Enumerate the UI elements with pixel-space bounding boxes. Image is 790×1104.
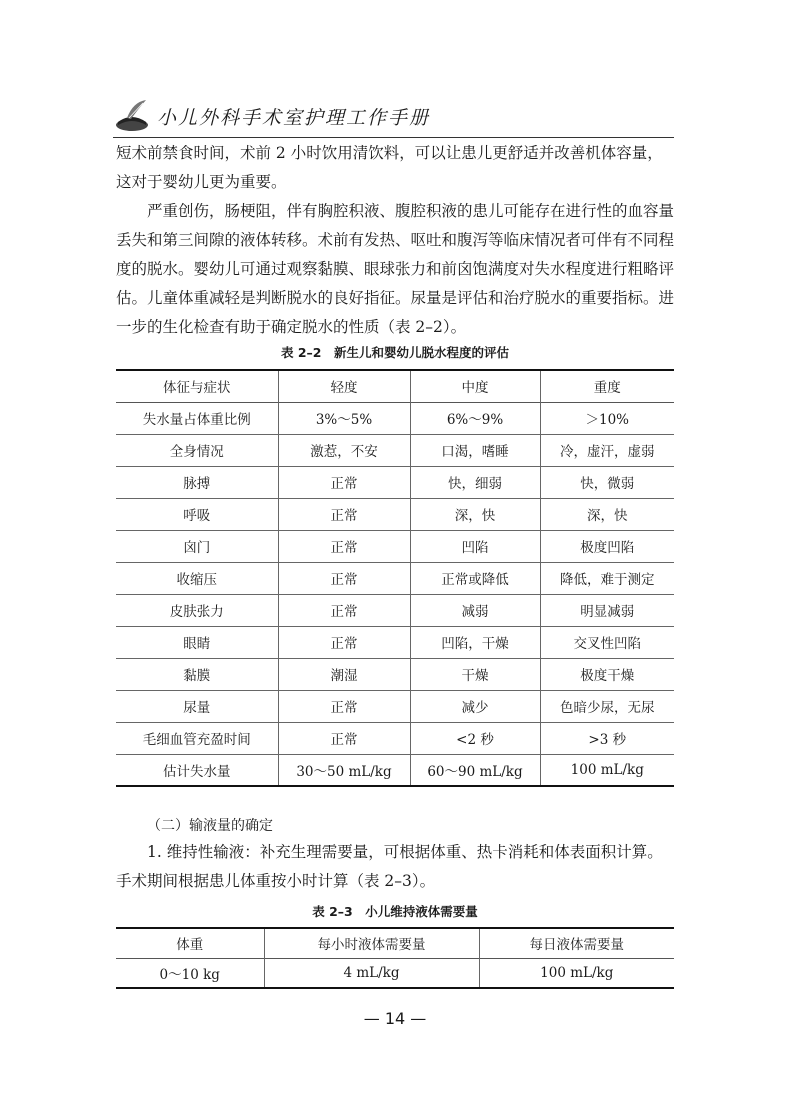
table-row (116, 594, 674, 626)
table-cell: 正常 (278, 562, 410, 594)
table-cell: 100 mL/kg (479, 958, 674, 988)
table-cell: 失水量占体重比例 (142, 412, 251, 428)
paragraph-1: 短术前禁食时间，术前 2 小时饮用清饮料，可以让患儿更舒适并改善机体容量，这对于婴幼儿更为重要。 (116, 144, 663, 191)
table-row (116, 754, 674, 786)
table-cell: 黏膜 (183, 668, 211, 684)
table-cell: 100 mL/kg (540, 754, 674, 786)
table-cell: >3 秒 (540, 722, 674, 754)
table-cell: 干燥 (410, 658, 540, 690)
section-heading: （二）输液量的确定 (147, 818, 273, 834)
table-row (116, 530, 674, 562)
table-cell: 4 mL/kg (264, 958, 479, 988)
table-cell: 囟门 (183, 540, 211, 556)
table-cell: 收缩压 (176, 572, 217, 588)
table-cell: <2 秒 (410, 722, 540, 754)
table-cell: 深，快 (410, 498, 540, 530)
paragraph-2: 严重创伤，肠梗阻，伴有胸腔积液、腹腔积液的患儿可能存在进行性的血容量丢失和第三间隙的液体转移。术前有发热、呕吐和腹泻等临床情况者可伴有不同程度的脱水。婴幼儿可通过观察黏膜、眼球张力和前囟饱满度对失水程度进行粗略评估。儿童体重减轻是判断脱水的良好指征。尿量是评估和治疗脱水的重要指标。进一步的生化检查有助于确定脱水的性质（表 2–2）。 (116, 202, 675, 336)
table-cell: ＞10% (540, 402, 674, 434)
table-cell: 60～90 mL/kg (410, 754, 540, 786)
table-cell: 皮肤张力 (169, 604, 224, 620)
table-header-row (116, 370, 674, 402)
table-row (116, 722, 674, 754)
book-quill-icon (113, 98, 151, 134)
table-cell: 降低，难于测定 (540, 562, 674, 594)
dehydration-assessment-table (116, 369, 674, 787)
header-divider (113, 137, 674, 138)
running-header (113, 98, 673, 138)
table-cell: 3%～5% (278, 402, 410, 434)
table-cell: 正常 (278, 466, 410, 498)
table-cell: 快，微弱 (540, 466, 674, 498)
table-cell: 6%～9% (410, 402, 540, 434)
table-cell: 正常 (278, 626, 410, 658)
table-cell: 凹陷，干燥 (410, 626, 540, 658)
table-cell: 正常 (278, 498, 410, 530)
table-row (116, 958, 674, 988)
table-cell: 交叉性凹陷 (540, 626, 674, 658)
table-cell: 潮湿 (278, 658, 410, 690)
table-cell: 正常 (278, 722, 410, 754)
table-cell: 冷，虚汗，虚弱 (540, 434, 674, 466)
table-row (116, 658, 674, 690)
table-row (116, 434, 674, 466)
table-cell: 正常 (278, 594, 410, 626)
header-cell: 每小时液体需要量 (264, 928, 479, 958)
table-cell: 尿量 (183, 700, 211, 716)
table-cell: 色暗少尿，无尿 (540, 690, 674, 722)
table-row (116, 626, 674, 658)
table-cell: 全身情况 (169, 444, 224, 460)
table-2-3-caption: 表 2–3 小儿维持液体需要量 (312, 904, 478, 919)
table-cell: 脉搏 (183, 476, 211, 492)
table-row (116, 466, 674, 498)
table-cell: 眼睛 (183, 636, 211, 652)
table-header-row (116, 928, 674, 958)
table-row (116, 498, 674, 530)
paragraph-3: 1. 维持性输液：补充生理需要量，可根据体重、热卡消耗和体表面积计算。手术期间根据患儿体重按小时计算（表 2–3）。 (116, 843, 663, 890)
header-cell: 体征与症状 (163, 380, 231, 397)
table-cell: 激惹，不安 (278, 434, 410, 466)
table-row (116, 402, 674, 434)
table-cell: 明显减弱 (540, 594, 674, 626)
header-cell: 中度 (410, 370, 540, 402)
table-2-2-caption: 表 2–2 新生儿和婴幼儿脱水程度的评估 (281, 345, 509, 360)
table-cell: 极度干燥 (540, 658, 674, 690)
header-cell: 重度 (540, 370, 674, 402)
book-title: 小儿外科手术室护理工作手册 (157, 107, 431, 129)
table-cell: 快，细弱 (410, 466, 540, 498)
table-cell: 正常 (278, 690, 410, 722)
table-cell: 正常 (278, 530, 410, 562)
table-cell: 极度凹陷 (540, 530, 674, 562)
header-cell: 每日液体需要量 (479, 928, 674, 958)
table-cell: 减弱 (410, 594, 540, 626)
table-row (116, 562, 674, 594)
page-number: — 14 — (363, 1009, 427, 1028)
table-cell: 毛细血管充盈时间 (142, 732, 251, 748)
table-cell: 减少 (410, 690, 540, 722)
header-cell: 轻度 (278, 370, 410, 402)
maintenance-fluid-table (116, 927, 674, 989)
table-cell: 口渴，嗜睡 (410, 434, 540, 466)
table-cell: 凹陷 (410, 530, 540, 562)
table-cell: 估计失水量 (163, 763, 231, 780)
header-cell: 体重 (176, 937, 204, 954)
table-cell: 正常或降低 (410, 562, 540, 594)
table-row (116, 690, 674, 722)
table-cell: 0～10 kg (159, 966, 220, 983)
table-cell: 呼吸 (183, 508, 211, 524)
table-cell: 30～50 mL/kg (278, 754, 410, 786)
table-cell: 深，快 (540, 498, 674, 530)
